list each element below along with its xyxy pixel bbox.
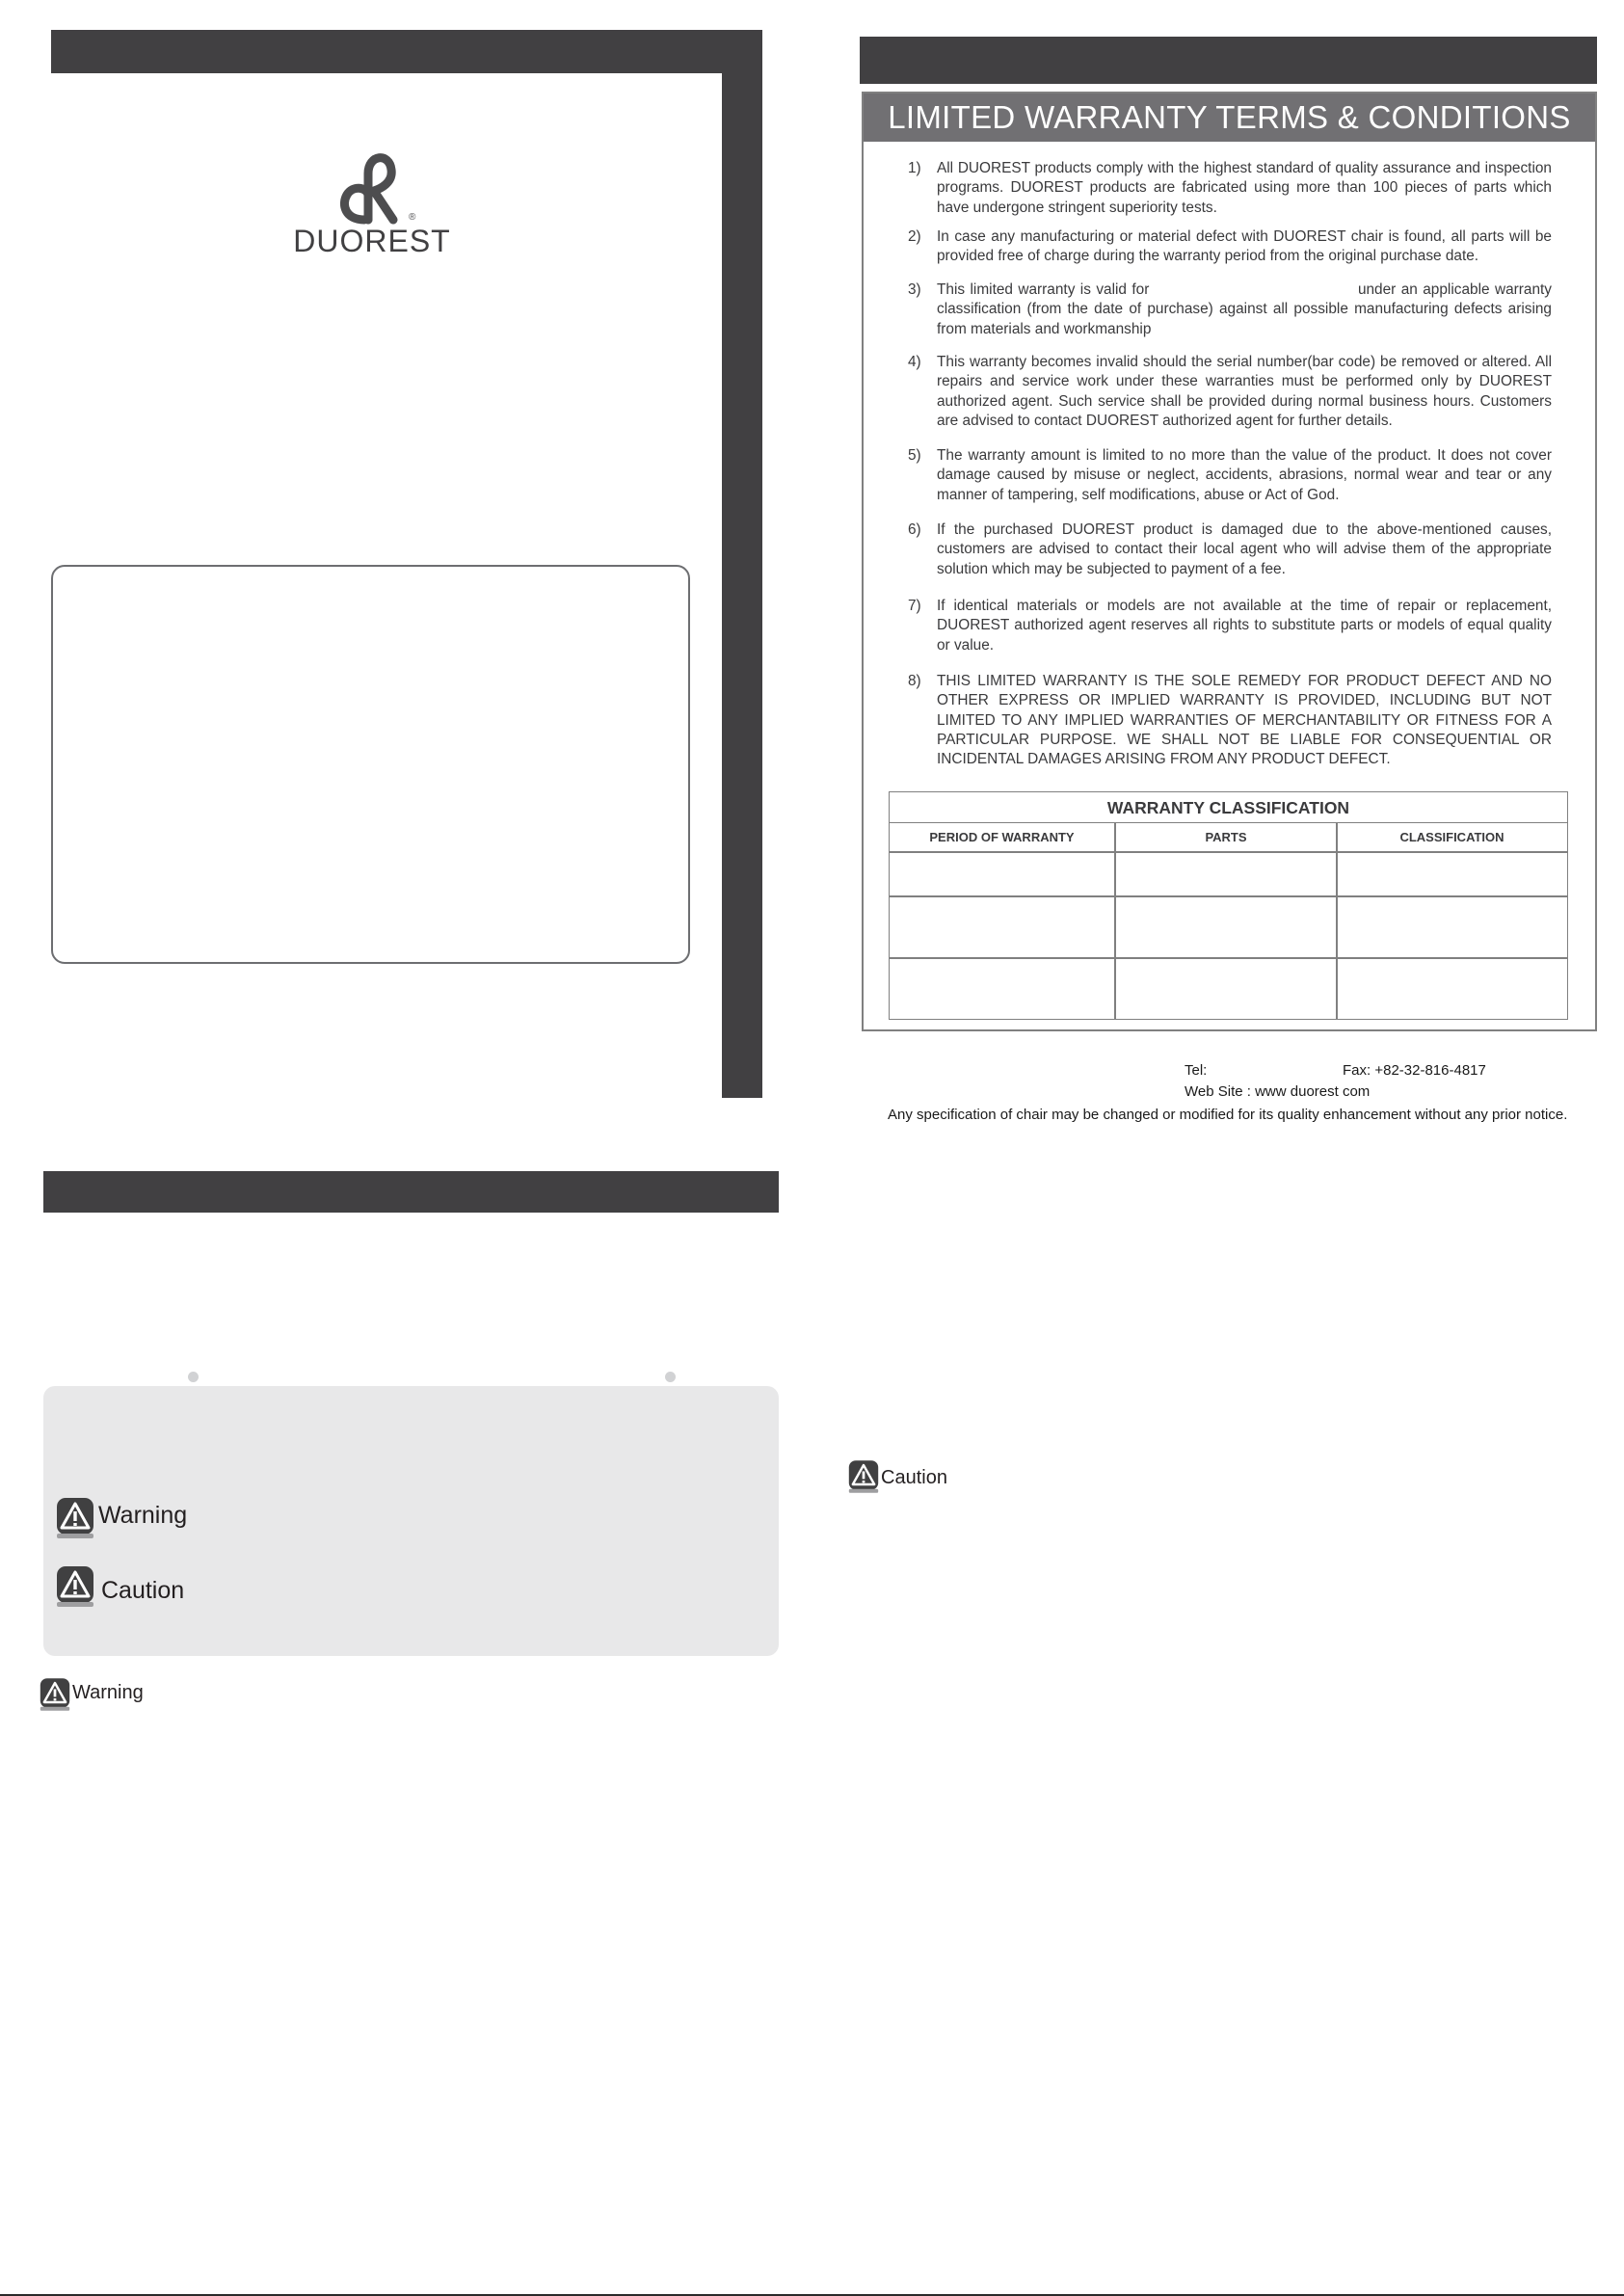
panel-caution-label: Caution	[101, 1577, 185, 1604]
warranty-term-1	[908, 159, 1552, 218]
contact-fax: Fax: +82-32-816-4817	[1343, 1062, 1486, 1079]
table-row-divider	[890, 957, 1567, 959]
panel-warning-label: Warning	[98, 1502, 188, 1529]
bullet-dot	[188, 1372, 199, 1382]
caution-triangle-icon	[56, 1565, 94, 1613]
warranty-term-4	[908, 353, 1552, 431]
warranty-classification-table	[889, 791, 1568, 1020]
safety-top-bar	[43, 1171, 779, 1213]
term-number: 4)	[908, 354, 921, 370]
specification-notice: Any specification of chair may be changed or modified for its quality enhancement without any prior notice.	[888, 1107, 1568, 1123]
warranty-term-8	[908, 672, 1552, 769]
term-number: 3)	[908, 281, 921, 298]
brand-wordmark: DUOREST	[293, 224, 451, 258]
cover-side-bar	[722, 30, 762, 1098]
warranty-term-6	[908, 521, 1552, 579]
warranty-term-3	[908, 280, 1557, 339]
warranty-term-2	[908, 227, 1552, 267]
contact-website: Web Site : www duorest com	[1185, 1083, 1371, 1100]
contact-tel: Tel:	[1185, 1062, 1208, 1079]
warning-triangle-icon	[40, 1677, 70, 1717]
table-row-divider	[890, 895, 1567, 897]
term-text: The warranty amount is limited to no more than the value of the product. It does not cover damage caused by misuse or neglect, accidents, abrasions, normal wear and tear or any manner of tampering, self modifications, abuse or Act of God.	[937, 447, 1552, 503]
table-header-parts: PARTS	[1205, 830, 1247, 844]
registered-mark: ®	[409, 212, 416, 223]
term-text: If the purchased DUOREST product is damaged due to the above-mentioned causes, customers are advised to contact their local agent who will advise them of the appropriate solution which may be subjected to payment of a fee.	[937, 521, 1552, 577]
term-number: 1)	[908, 160, 921, 176]
caution-triangle-icon	[848, 1459, 879, 1499]
table-header-classification: CLASSIFICATION	[1399, 830, 1504, 844]
term-text: All DUOREST products comply with the highest standard of quality assurance and inspection programs. DUOREST products are fabricated using more than 100 pieces of parts which have undergone stringent superiority tests.	[937, 160, 1552, 216]
term-text: This limited warranty is valid for under an applicable warranty classification (from the date of purchase) against all possible manufacturing defects arising from materials and workmanship	[937, 281, 1557, 337]
table-row-divider	[890, 851, 1567, 853]
term-text: In case any manufacturing or material defect with DUOREST chair is found, all parts will be provided free of charge during the warranty period from the original purchase date.	[937, 228, 1552, 265]
term-text: THIS LIMITED WARRANTY IS THE SOLE REMEDY FOR PRODUCT DEFECT AND NO OTHER EXPRESS OR IMPLIED WARRANTY IS PROVIDED, INCLUDING BUT NOT LIMITED TO ANY IMPLIED WARRANTIES OF MERCHANTABILITY OR FITNESS FOR A PARTICULAR PURPOSE. WE SHALL NOT BE LIABLE FOR CONSEQUENTIAL OR INCIDENTAL DAMAGES ARISING FROM ANY PRODUCT DEFECT.	[937, 673, 1552, 768]
term-number: 7)	[908, 598, 921, 614]
term-number: 8)	[908, 673, 921, 689]
warranty-title: LIMITED WARRANTY TERMS & CONDITIONS	[864, 93, 1595, 142]
cover-info-box	[51, 565, 690, 964]
warning-triangle-icon	[56, 1497, 94, 1544]
bullet-dot	[665, 1372, 676, 1382]
duorest-logo-mark-icon	[274, 145, 470, 231]
term-text: If identical materials or models are not available at the time of repair or replacement, DUOREST authorized agent reserves all rights to substitute parts or models of equal quality or value.	[937, 598, 1552, 654]
term-number: 6)	[908, 521, 921, 538]
table-header-period: PERIOD OF WARRANTY	[929, 830, 1075, 844]
term-number: 2)	[908, 228, 921, 245]
warranty-term-5	[908, 446, 1552, 505]
term-number: 5)	[908, 447, 921, 464]
table-title: WARRANTY CLASSIFICATION	[890, 792, 1567, 823]
cover-top-bar	[51, 30, 762, 73]
warranty-top-bar	[860, 37, 1597, 84]
term-text: This warranty becomes invalid should the serial number(bar code) be removed or altered. All repairs and service work under these warranties must be performed only by DUOREST authorized agent. Such service shall be provided during normal business hours. Customers are advised to contact DUOREST authorized agent for further details.	[937, 354, 1552, 429]
caution-heading: Caution	[881, 1467, 947, 1488]
warranty-term-7	[908, 597, 1552, 655]
warning-heading: Warning	[72, 1682, 144, 1703]
